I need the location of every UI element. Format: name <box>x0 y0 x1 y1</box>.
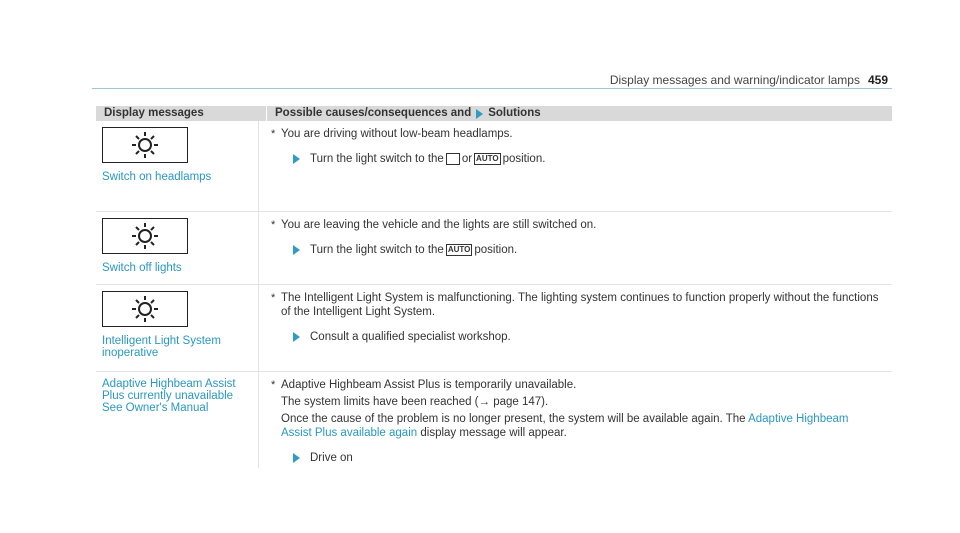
message-text: Intelligent Light System inoperative <box>102 335 221 359</box>
auto-symbol-icon: AUTO <box>476 154 499 163</box>
solution-cell: * Adaptive Highbeam Assist Plus is temporarily unavailable. The system limits have been reached (→ page 147). Once the cause of the problem is no longer present, the system will be available again. The Adaptive Highbeam Assist Plus available again display message will appear. Drive on <box>258 372 892 468</box>
table-row <box>96 121 892 212</box>
message-cell <box>96 285 258 371</box>
solution-cell: * The Intelligent Light System is malfunctioning. The lighting system continues to function properly without the functions of the Intelligent Light System. Consult a qualified specialist workshop. <box>258 285 892 371</box>
message-cell <box>96 121 258 211</box>
solution-step: Turn the light switch to the AUTO position. <box>293 243 892 257</box>
solution-cell: * You are leaving the vehicle and the lights are still switched on. Turn the light switch to the AUTO position. <box>258 212 892 284</box>
message-text: Switch on headlamps <box>102 171 212 183</box>
message-reference: Assist Plus available again <box>281 427 418 439</box>
solution-arrow-icon <box>476 109 483 119</box>
light-bulb-icon <box>102 218 188 254</box>
light-bulb-icon <box>102 291 188 327</box>
info-text: The system limits have been reached (→ page 147). <box>281 396 549 408</box>
running-head <box>610 73 888 87</box>
cause-text: You are driving without low-beam headlamps. <box>281 128 513 140</box>
table-header <box>96 106 892 121</box>
cause-text: The Intelligent Light System is malfunctioning. The lighting system continues to function properly without the functions of the Intelligent Light System. <box>281 292 879 318</box>
header-rule <box>92 88 892 89</box>
table-row <box>96 285 892 372</box>
low-beam-symbol-icon <box>446 153 460 165</box>
col-header-display-messages: Display messages <box>104 107 204 119</box>
message-text: Switch off lights <box>102 262 182 274</box>
col-header-causes-solutions: Possible causes/consequences and Solutions <box>266 106 892 121</box>
step-arrow-icon <box>293 453 300 463</box>
info-text: Once the cause of the problem is no longer present, the system will be available again. The Adaptive Highbeam Assist Plus available again display message will appear. <box>281 413 849 439</box>
message-reference: Adaptive Highbeam <box>748 413 849 425</box>
cause-text: You are leaving the vehicle and the lights are still switched on. <box>281 219 597 231</box>
solution-step: Turn the light switch to the or AUTO position. <box>293 152 892 166</box>
cause-text: Adaptive Highbeam Assist Plus is temporarily unavailable. <box>281 379 577 391</box>
light-bulb-icon <box>102 127 188 163</box>
message-cell <box>96 212 258 284</box>
running-head-title: Display messages and warning/indicator lamps <box>609 73 860 87</box>
message-cell <box>96 372 258 468</box>
table-row <box>96 372 892 468</box>
step-arrow-icon <box>293 332 300 342</box>
step-arrow-icon <box>293 245 300 255</box>
auto-symbol-icon: AUTO <box>447 245 471 254</box>
solution-step: Drive on <box>293 451 892 465</box>
page-number: 459 <box>867 73 888 87</box>
solution-step: Consult a qualified specialist workshop. <box>293 330 892 344</box>
step-arrow-icon <box>293 154 300 164</box>
message-text: Adaptive Highbeam Assist Plus currently unavailable See Owner's Manual <box>102 378 236 414</box>
table-row <box>96 212 892 285</box>
solution-cell: * You are driving without low-beam headlamps. Turn the light switch to the or AUTO position. <box>258 121 892 211</box>
display-messages-table <box>96 106 892 468</box>
